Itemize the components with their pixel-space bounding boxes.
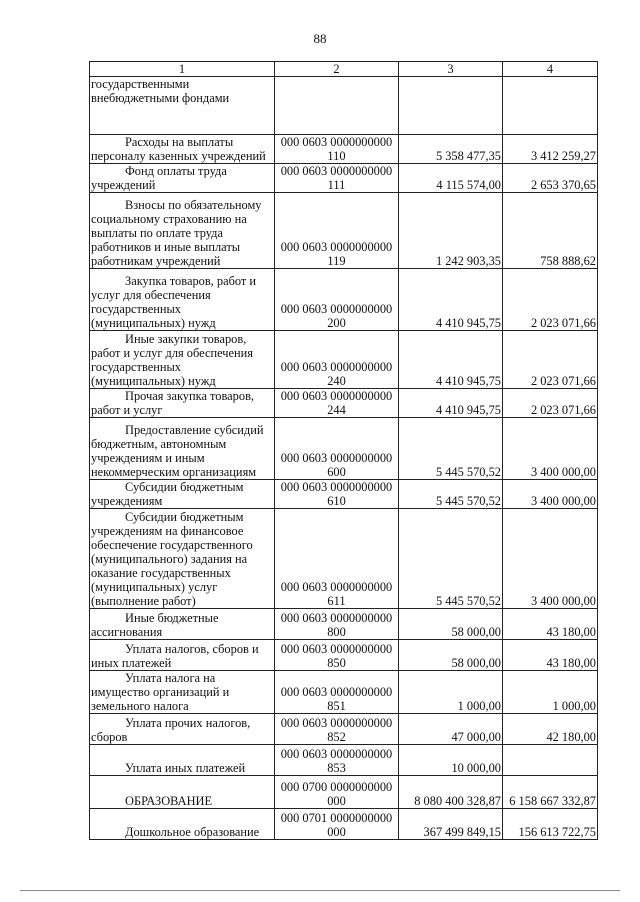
code-expense-type: 852	[327, 730, 346, 744]
code-classifier: 000 0603 0000000000	[280, 164, 393, 178]
table-row	[90, 135, 598, 164]
cell-amount-col4: 3 400 000,00	[503, 509, 598, 609]
cell-code	[275, 745, 399, 776]
cell-amount-col3: 1 000,00	[399, 671, 503, 714]
cell-amount-col4: 6 158 667 332,87	[503, 776, 598, 809]
row-name: Предоставление субсидий бюджетным, автономным учреждениям и иным некоммерческим организациям	[91, 423, 264, 479]
cell-amount-col3: 5 445 570,52	[399, 418, 503, 480]
cell-code	[275, 714, 399, 745]
code-expense-type: 611	[327, 594, 346, 608]
code-expense-type: 610	[327, 494, 346, 508]
cell-code	[275, 671, 399, 714]
cell-amount-col3: 58 000,00	[399, 609, 503, 640]
code-classifier: 000 0603 0000000000	[280, 451, 393, 465]
cell-amount-col4: 43 180,00	[503, 640, 598, 671]
code-expense-type: 240	[327, 374, 346, 388]
table-row	[90, 640, 598, 671]
cell-amount-col3: 4 115 574,00	[399, 164, 503, 193]
cell-amount-col4: 3 400 000,00	[503, 418, 598, 480]
cell-name	[90, 714, 275, 745]
code-expense-type: 600	[327, 465, 346, 479]
row-name: Уплата налогов, сборов и иных платежей	[91, 642, 259, 670]
cell-amount-col3: 367 499 849,15	[399, 809, 503, 840]
row-name: Прочая закупка товаров, работ и услуг	[91, 389, 255, 417]
column-header-1: 1	[90, 62, 275, 77]
row-name: Уплата налога на имущество организаций и земельного налога	[91, 671, 230, 713]
table-row	[90, 269, 598, 331]
table-row	[90, 745, 598, 776]
cell-code	[275, 640, 399, 671]
code-expense-type: 850	[327, 656, 346, 670]
code-classifier: 000 0701 0000000000	[280, 811, 393, 825]
cell-amount-col4: 3 412 259,27	[503, 135, 598, 164]
cell-code	[275, 193, 399, 269]
cell-amount-col4: 43 180,00	[503, 609, 598, 640]
cell-amount-col3: 4 410 945,75	[399, 331, 503, 389]
table-row	[90, 609, 598, 640]
row-name: Закупка товаров, работ и услуг для обеспечения государственных (муниципальных) нужд	[91, 274, 257, 330]
table-row	[90, 418, 598, 480]
table-row	[90, 389, 598, 418]
cell-code	[275, 331, 399, 389]
cell-name	[90, 77, 275, 135]
cell-amount-col3: 8 080 400 328,87	[399, 776, 503, 809]
row-name: Субсидии бюджетным учреждениям на финансовое обеспечение государственного (муниципального) задания на оказание государственных (муниципальных) услуг (выполнение работ)	[91, 510, 253, 608]
row-name: Уплата иных платежей	[125, 761, 246, 775]
cell-amount-col4: 2 023 071,66	[503, 389, 598, 418]
cell-name	[90, 389, 275, 418]
cell-amount-col4	[503, 77, 598, 135]
row-name: Расходы на выплаты персоналу казенных учреждений	[91, 135, 266, 163]
table-row	[90, 331, 598, 389]
table-row	[90, 193, 598, 269]
budget-table	[89, 61, 598, 840]
cell-amount-col4: 758 888,62	[503, 193, 598, 269]
code-classifier: 000 0603 0000000000	[280, 360, 393, 374]
code-classifier: 000 0603 0000000000	[280, 716, 393, 730]
cell-name	[90, 135, 275, 164]
row-name: государственными внебюджетными фондами	[91, 77, 230, 105]
cell-amount-col3: 10 000,00	[399, 745, 503, 776]
code-expense-type: 800	[327, 625, 346, 639]
cell-amount-col3: 5 445 570,52	[399, 480, 503, 509]
cell-code	[275, 809, 399, 840]
column-header-4: 4	[503, 62, 598, 77]
cell-name	[90, 609, 275, 640]
column-header-2: 2	[275, 62, 399, 77]
table-row	[90, 776, 598, 809]
column-header-3: 3	[399, 62, 503, 77]
row-name: Взносы по обязательному социальному страхованию на выплаты по оплате труда работников и иные выплаты работникам учреждений	[91, 198, 262, 268]
code-classifier: 000 0603 0000000000	[280, 135, 393, 149]
code-classifier: 000 0603 0000000000	[280, 480, 393, 494]
cell-amount-col3: 4 410 945,75	[399, 269, 503, 331]
cell-name	[90, 671, 275, 714]
page-bottom-rule	[20, 890, 620, 891]
table-row	[90, 714, 598, 745]
cell-code	[275, 164, 399, 193]
cell-name	[90, 809, 275, 840]
cell-name	[90, 331, 275, 389]
table-row	[90, 671, 598, 714]
page-number: 88	[313, 31, 327, 46]
cell-name	[90, 480, 275, 509]
cell-name	[90, 269, 275, 331]
code-expense-type: 851	[327, 699, 346, 713]
cell-amount-col4	[503, 745, 598, 776]
table-row	[90, 480, 598, 509]
code-expense-type: 111	[327, 178, 346, 192]
cell-name	[90, 418, 275, 480]
cell-code	[275, 609, 399, 640]
code-expense-type: 119	[327, 254, 346, 268]
table-row	[90, 809, 598, 840]
code-expense-type: 110	[327, 149, 346, 163]
cell-amount-col4: 2 653 370,65	[503, 164, 598, 193]
table-row	[90, 77, 598, 135]
cell-amount-col3: 5 445 570,52	[399, 509, 503, 609]
code-classifier: 000 0603 0000000000	[280, 240, 393, 254]
row-name: Иные бюджетные ассигнования	[91, 611, 219, 639]
cell-name	[90, 164, 275, 193]
row-name: Уплата прочих налогов, сборов	[91, 716, 251, 744]
row-name: ОБРАЗОВАНИЕ	[125, 794, 213, 808]
cell-amount-col4: 2 023 071,66	[503, 269, 598, 331]
code-expense-type: 200	[327, 316, 346, 330]
cell-amount-col4: 42 180,00	[503, 714, 598, 745]
code-classifier: 000 0603 0000000000	[280, 685, 393, 699]
row-name: Иные закупки товаров, работ и услуг для обеспечения государственных (муниципальных) нужд	[91, 332, 253, 388]
cell-amount-col3	[399, 77, 503, 135]
cell-amount-col4: 3 400 000,00	[503, 480, 598, 509]
code-classifier: 000 0700 0000000000	[280, 780, 393, 794]
row-name: Субсидии бюджетным учреждениям	[91, 480, 244, 508]
row-name: Дошкольное образование	[125, 825, 260, 839]
cell-name	[90, 509, 275, 609]
code-classifier: 000 0603 0000000000	[280, 580, 393, 594]
cell-amount-col3: 1 242 903,35	[399, 193, 503, 269]
cell-code	[275, 389, 399, 418]
cell-amount-col4: 2 023 071,66	[503, 331, 598, 389]
cell-amount-col4: 1 000,00	[503, 671, 598, 714]
table-row	[90, 164, 598, 193]
cell-code	[275, 418, 399, 480]
code-classifier: 000 0603 0000000000	[280, 747, 393, 761]
cell-amount-col3: 5 358 477,35	[399, 135, 503, 164]
cell-amount-col3: 4 410 945,75	[399, 389, 503, 418]
cell-code	[275, 135, 399, 164]
code-expense-type: 244	[327, 403, 346, 417]
code-classifier: 000 0603 0000000000	[280, 302, 393, 316]
code-expense-type: 000	[327, 825, 346, 839]
code-classifier: 000 0603 0000000000	[280, 611, 393, 625]
cell-name	[90, 745, 275, 776]
cell-name	[90, 776, 275, 809]
cell-name	[90, 640, 275, 671]
cell-code	[275, 480, 399, 509]
cell-code	[275, 509, 399, 609]
cell-code	[275, 269, 399, 331]
code-expense-type: 000	[327, 794, 346, 808]
cell-code	[275, 77, 399, 135]
code-expense-type: 853	[327, 761, 346, 775]
cell-name	[90, 193, 275, 269]
table-header-row	[90, 62, 598, 77]
cell-code	[275, 776, 399, 809]
code-classifier: 000 0603 0000000000	[280, 642, 393, 656]
cell-amount-col4: 156 613 722,75	[503, 809, 598, 840]
code-classifier: 000 0603 0000000000	[280, 389, 393, 403]
table-row	[90, 509, 598, 609]
cell-amount-col3: 58 000,00	[399, 640, 503, 671]
row-name: Фонд оплаты труда учреждений	[91, 164, 227, 192]
cell-amount-col3: 47 000,00	[399, 714, 503, 745]
